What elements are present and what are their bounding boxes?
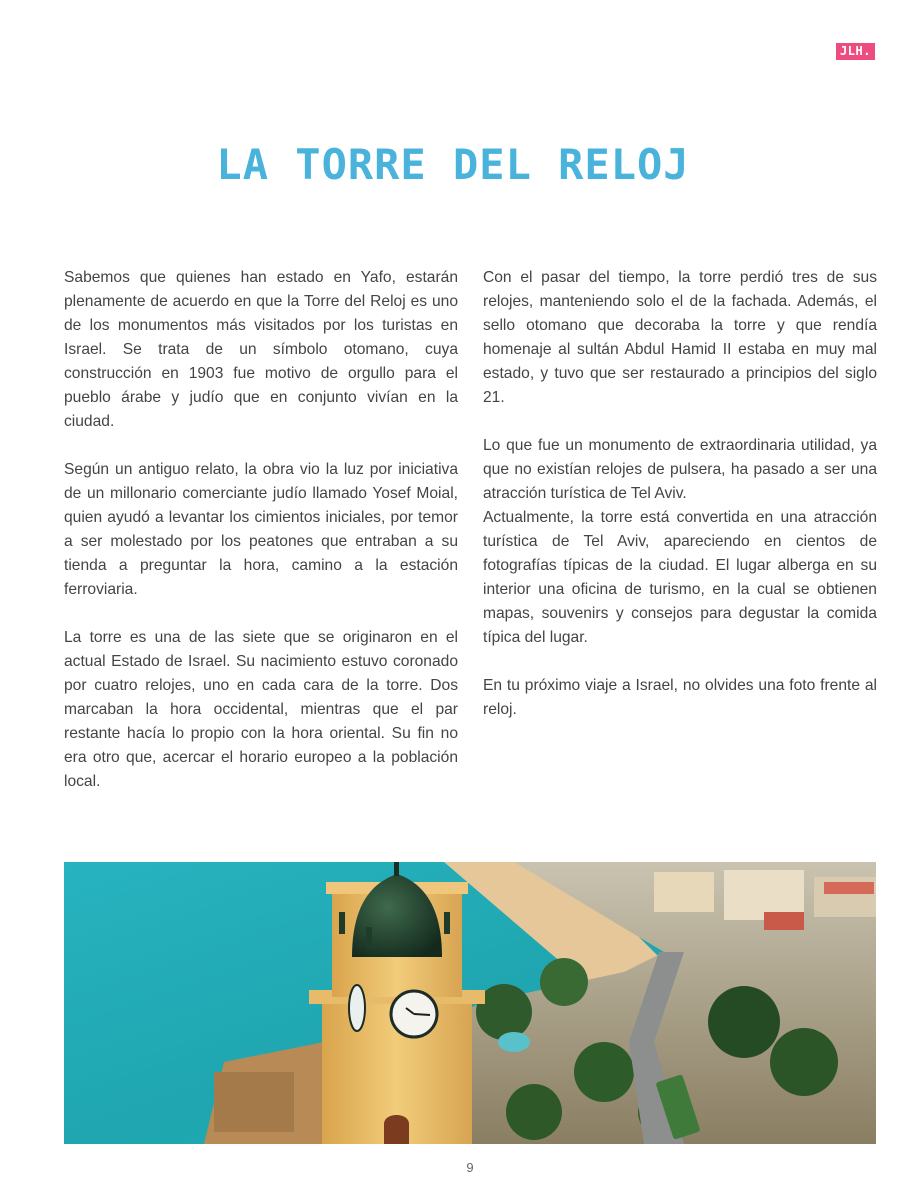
clock-tower-illustration: [64, 862, 876, 1144]
clock-tower-photo: [64, 862, 876, 1144]
paragraph-utility: Lo que fue un monumento de extraordinaria utilidad, ya que no existían relojes de pulsera, ha pasado a ser una atracción turística de Tel Aviv.: [483, 437, 877, 502]
paragraph-restoration: Con el pasar del tiempo, la torre perdió tres de sus relojes, manteniendo solo el de la fachada. Además, el sello otomano que decoraba la torre y que rendía homenaje al sultán Abdul Hamid II estaba en muy mal estado, y tuvo que ser restaurado a principios del siglo 21.: [483, 269, 877, 406]
brand-logo: JLH.: [836, 43, 875, 60]
clock-tower: [309, 862, 485, 1144]
paragraph-intro: Sabemos que quienes han estado en Yafo, estarán plenamente de acuerdo en que la Torre del Reloj es uno de los monumentos más visitados por los turistas en Israel. Se trata de un símbolo otomano, cuya construcción en 1903 fue motivo de orgullo para el pueblo árabe y judío que en conjunto vivían en la ciudad.: [64, 269, 458, 430]
paragraph-history: Según un antiguo relato, la obra vio la luz por iniciativa de un millonario comerciante judío llamado Yosef Moial, quien ayudó a levantar los cimientos iniciales, por temor a ser molestado por los peatones que entraban a su tienda a preguntar la hora, camino a la estación ferroviaria.: [64, 461, 458, 598]
clock-face-side: [349, 985, 365, 1031]
page-number: 9: [466, 1160, 474, 1175]
right-column: [483, 266, 877, 746]
paragraph-clocks: La torre es una de las siete que se originaron en el actual Estado de Israel. Su nacimiento estuvo coronado por cuatro relojes, uno en cada cara de la torre. Dos marcaban la hora occidental, mientras que el par restante hacía lo propio con la hora oriental. Su fin no era otro que, acercar el horario europeo a la población local.: [64, 629, 458, 790]
paragraph-tourism: Actualmente, la torre está convertida en una atracción turística de Tel Aviv, apareciendo en cientos de fotografías típicas de la ciudad. El lugar alberga en su interior una oficina de turismo, en la cual se obtienen mapas, souvenirs y consejos para degustar la comida típica del lugar.: [483, 509, 877, 646]
page-title: LA TORRE DEL RELOJ: [216, 140, 690, 189]
left-column: [64, 266, 458, 818]
paragraph-closing: En tu próximo viaje a Israel, no olvides una foto frente al reloj.: [483, 677, 877, 718]
